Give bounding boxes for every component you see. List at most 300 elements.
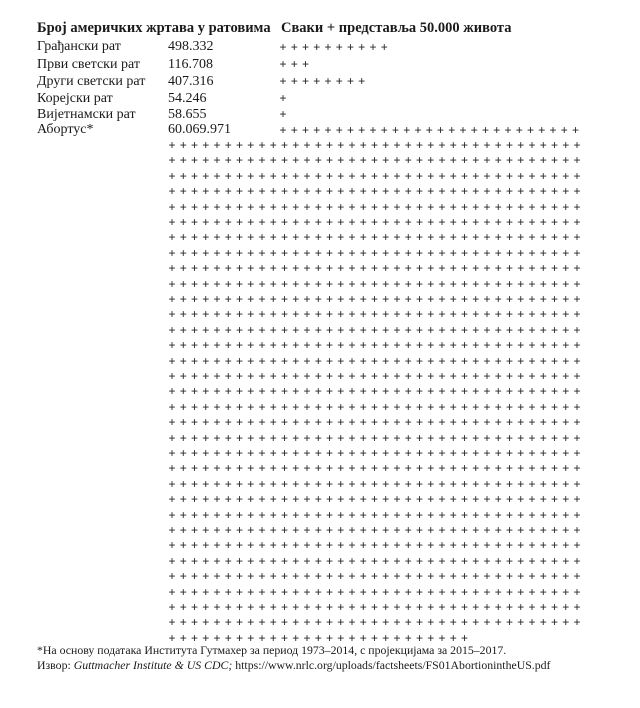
plus-mark-abortion: + xyxy=(325,630,333,645)
plus-mark-abortion: + xyxy=(483,261,491,276)
plus-mark-abortion: + xyxy=(280,476,288,491)
plus-mark-abortion: + xyxy=(550,338,558,353)
plus-mark-abortion: + xyxy=(438,353,446,368)
plus-mark-abortion: + xyxy=(505,353,513,368)
plus-mark-abortion: + xyxy=(213,215,221,229)
plus-mark-abortion: + xyxy=(415,353,423,368)
plus-mark-abortion: + xyxy=(539,476,547,491)
source-italic: Guttmacher Institute & US CDC; xyxy=(73,658,233,672)
plus-mark-abortion: + xyxy=(303,261,311,276)
plus-mark-abortion: + xyxy=(472,138,480,152)
plus-mark-abortion: + xyxy=(168,338,176,353)
plus-mark-abortion: + xyxy=(528,353,536,368)
plus-mark-abortion: + xyxy=(449,184,457,199)
plus-mark-abortion: + xyxy=(348,353,356,368)
plus-mark-row-0: + xyxy=(301,40,309,54)
plus-mark-abortion: + xyxy=(202,446,210,460)
plus-mark-abortion: + xyxy=(382,430,390,445)
plus-mark-abortion: + xyxy=(292,630,300,645)
plus-mark-row-2: + xyxy=(358,74,366,88)
plus-mark-abortion: + xyxy=(573,492,581,507)
plus-mark-abortion: + xyxy=(313,123,321,137)
plus-mark-abortion: + xyxy=(337,476,345,491)
plus-mark-abortion: + xyxy=(224,215,232,229)
plus-mark-abortion: + xyxy=(460,507,468,522)
plus-mark-abortion: + xyxy=(427,245,435,260)
plus-mark-abortion: + xyxy=(337,399,345,414)
plus-mark-abortion: + xyxy=(382,199,390,214)
plus-mark-abortion: + xyxy=(505,523,513,537)
plus-mark-abortion: + xyxy=(370,507,378,522)
plus-mark-abortion: + xyxy=(280,461,288,476)
plus-mark-abortion: + xyxy=(235,307,243,322)
plus-mark-abortion: + xyxy=(573,600,581,614)
plus-mark-abortion: + xyxy=(505,615,513,630)
plus-mark-abortion: + xyxy=(404,553,412,568)
plus-mark-abortion: + xyxy=(190,569,198,584)
plus-mark-abortion: + xyxy=(562,538,570,553)
plus-mark-abortion: + xyxy=(235,168,243,183)
plus-mark-abortion: + xyxy=(382,476,390,491)
plus-mark-abortion: + xyxy=(415,446,423,460)
plus-mark-abortion: + xyxy=(505,230,513,245)
plus-mark-abortion: + xyxy=(505,384,513,399)
plus-mark-abortion: + xyxy=(224,523,232,537)
plus-mark-abortion: + xyxy=(280,230,288,245)
plus-mark-abortion: + xyxy=(382,322,390,337)
plus-mark-abortion: + xyxy=(359,245,367,260)
plus-mark-abortion: + xyxy=(258,292,266,306)
plus-mark-abortion: + xyxy=(460,292,468,306)
plus-mark-abortion: + xyxy=(325,430,333,445)
plus-mark-abortion: + xyxy=(472,507,480,522)
plus-mark-abortion: + xyxy=(517,168,525,183)
plus-mark-abortion: + xyxy=(337,184,345,199)
plus-mark-abortion: + xyxy=(314,276,322,291)
plus-mark-abortion: + xyxy=(449,630,457,645)
plus-mark-abortion: + xyxy=(483,538,491,553)
plus-mark-abortion: + xyxy=(370,168,378,183)
plus-mark-abortion: + xyxy=(292,600,300,614)
plus-mark-abortion: + xyxy=(224,430,232,445)
source-prefix: Извор: xyxy=(37,658,74,672)
row-label-korean-war: Корејски рат xyxy=(37,91,113,106)
plus-mark-abortion: + xyxy=(269,384,277,399)
plus-mark-abortion: + xyxy=(415,184,423,199)
plus-mark-abortion: + xyxy=(190,523,198,537)
plus-mark-abortion: + xyxy=(505,415,513,430)
plus-mark-abortion: + xyxy=(213,245,221,260)
plus-mark-abortion: + xyxy=(483,461,491,476)
plus-mark-abortion: + xyxy=(337,538,345,553)
plus-mark-abortion: + xyxy=(505,600,513,614)
plus-mark-abortion: + xyxy=(483,338,491,353)
plus-mark-abortion: + xyxy=(224,307,232,322)
plus-mark-abortion: + xyxy=(292,322,300,337)
plus-mark-abortion: + xyxy=(404,338,412,353)
plus-mark-abortion: + xyxy=(505,338,513,353)
plus-mark-abortion: + xyxy=(290,123,298,137)
plus-mark-abortion: + xyxy=(382,399,390,414)
plus-mark-abortion: + xyxy=(337,553,345,568)
plus-mark-abortion: + xyxy=(190,292,198,306)
plus-mark-abortion: + xyxy=(202,369,210,383)
plus-mark-abortion: + xyxy=(292,399,300,414)
plus-mark-abortion: + xyxy=(179,215,187,229)
plus-mark-abortion: + xyxy=(460,399,468,414)
plus-mark-abortion: + xyxy=(269,168,277,183)
plus-mark-abortion: + xyxy=(404,430,412,445)
plus-mark-abortion: + xyxy=(438,153,446,168)
plus-mark-abortion: + xyxy=(562,307,570,322)
plus-mark-abortion: + xyxy=(562,184,570,199)
plus-mark-abortion: + xyxy=(370,615,378,630)
plus-mark-abortion: + xyxy=(403,123,411,137)
row-value-korean-war: 54.246 xyxy=(168,91,207,106)
plus-mark-abortion: + xyxy=(550,507,558,522)
plus-mark-abortion: + xyxy=(280,261,288,276)
plus-mark-row-2: + xyxy=(279,74,287,88)
plus-mark-abortion: + xyxy=(494,369,502,383)
plus-mark-abortion: + xyxy=(202,292,210,306)
plus-mark-abortion: + xyxy=(370,292,378,306)
plus-mark-abortion: + xyxy=(449,292,457,306)
plus-mark-abortion: + xyxy=(472,538,480,553)
plus-mark-abortion: + xyxy=(292,245,300,260)
plus-mark-abortion: + xyxy=(359,399,367,414)
plus-mark-abortion: + xyxy=(528,215,536,229)
plus-mark-abortion: + xyxy=(404,245,412,260)
plus-mark-abortion: + xyxy=(337,615,345,630)
plus-mark-abortion: + xyxy=(303,369,311,383)
plus-mark-abortion: + xyxy=(213,507,221,522)
plus-mark-abortion: + xyxy=(472,415,480,430)
plus-mark-abortion: + xyxy=(459,123,467,137)
plus-mark-abortion: + xyxy=(573,461,581,476)
plus-mark-abortion: + xyxy=(168,215,176,229)
plus-mark-abortion: + xyxy=(472,215,480,229)
plus-mark-abortion: + xyxy=(359,415,367,430)
plus-mark-abortion: + xyxy=(370,600,378,614)
plus-mark-abortion: + xyxy=(314,492,322,507)
plus-mark-abortion: + xyxy=(505,168,513,183)
plus-mark-abortion: + xyxy=(348,230,356,245)
plus-mark-abortion: + xyxy=(562,569,570,584)
plus-mark-abortion: + xyxy=(438,630,446,645)
plus-mark-abortion: + xyxy=(438,168,446,183)
plus-mark-abortion: + xyxy=(314,461,322,476)
plus-mark-abortion: + xyxy=(483,476,491,491)
plus-mark-abortion: + xyxy=(168,168,176,183)
plus-mark-abortion: + xyxy=(370,569,378,584)
plus-mark-abortion: + xyxy=(314,184,322,199)
plus-mark-abortion: + xyxy=(168,153,176,168)
plus-mark-abortion: + xyxy=(494,353,502,368)
plus-mark-abortion: + xyxy=(438,245,446,260)
plus-mark-abortion: + xyxy=(292,384,300,399)
plus-mark-abortion: + xyxy=(470,123,478,137)
plus-mark-abortion: + xyxy=(472,353,480,368)
plus-mark-abortion: + xyxy=(213,538,221,553)
plus-mark-abortion: + xyxy=(224,399,232,414)
plus-mark-abortion: + xyxy=(562,384,570,399)
plus-mark-abortion: + xyxy=(528,430,536,445)
plus-mark-abortion: + xyxy=(573,307,581,322)
plus-mark-abortion: + xyxy=(370,153,378,168)
plus-mark-abortion: + xyxy=(325,353,333,368)
unit-legend: Сваки + представља 50.000 живота xyxy=(281,20,512,36)
plus-mark-abortion: + xyxy=(483,230,491,245)
plus-mark-abortion: + xyxy=(449,569,457,584)
plus-mark-abortion: + xyxy=(280,276,288,291)
plus-mark-abortion: + xyxy=(494,199,502,214)
plus-mark-abortion: + xyxy=(303,630,311,645)
plus-mark-abortion: + xyxy=(562,353,570,368)
plus-mark-abortion: + xyxy=(292,353,300,368)
plus-mark-abortion: + xyxy=(494,446,502,460)
plus-mark-abortion: + xyxy=(472,615,480,630)
plus-mark-abortion: + xyxy=(314,353,322,368)
plus-mark-abortion: + xyxy=(292,230,300,245)
plus-mark-abortion: + xyxy=(247,446,255,460)
plus-mark-abortion: + xyxy=(539,322,547,337)
plus-mark-abortion: + xyxy=(505,322,513,337)
plus-mark-abortion: + xyxy=(505,153,513,168)
plus-mark-abortion: + xyxy=(517,215,525,229)
plus-mark-abortion: + xyxy=(258,153,266,168)
plus-mark-abortion: + xyxy=(539,199,547,214)
plus-mark-abortion: + xyxy=(460,230,468,245)
plus-mark-abortion: + xyxy=(202,430,210,445)
plus-mark-abortion: + xyxy=(235,230,243,245)
plus-mark-abortion: + xyxy=(292,338,300,353)
plus-mark-abortion: + xyxy=(314,476,322,491)
plus-mark-abortion: + xyxy=(382,600,390,614)
plus-mark-abortion: + xyxy=(573,168,581,183)
plus-mark-abortion: + xyxy=(528,584,536,599)
plus-mark-abortion: + xyxy=(269,523,277,537)
plus-mark-abortion: + xyxy=(460,338,468,353)
plus-mark-abortion: + xyxy=(168,600,176,614)
plus-mark-abortion: + xyxy=(303,184,311,199)
plus-mark-abortion: + xyxy=(414,123,422,137)
plus-mark-abortion: + xyxy=(168,399,176,414)
plus-mark-abortion: + xyxy=(370,230,378,245)
plus-mark-abortion: + xyxy=(359,199,367,214)
plus-mark-abortion: + xyxy=(438,476,446,491)
plus-mark-abortion: + xyxy=(449,138,457,152)
plus-mark-abortion: + xyxy=(269,138,277,152)
plus-mark-abortion: + xyxy=(528,261,536,276)
plus-mark-abortion: + xyxy=(472,461,480,476)
plus-mark-abortion: + xyxy=(550,399,558,414)
plus-mark-abortion: + xyxy=(190,615,198,630)
plus-mark-abortion: + xyxy=(427,230,435,245)
plus-mark-abortion: + xyxy=(528,600,536,614)
plus-mark-abortion: + xyxy=(528,369,536,383)
plus-mark-abortion: + xyxy=(348,292,356,306)
plus-mark-abortion: + xyxy=(224,600,232,614)
plus-mark-abortion: + xyxy=(404,292,412,306)
plus-mark-abortion: + xyxy=(427,292,435,306)
plus-mark-abortion: + xyxy=(235,369,243,383)
plus-mark-abortion: + xyxy=(539,415,547,430)
plus-mark-abortion: + xyxy=(539,507,547,522)
plus-mark-abortion: + xyxy=(472,322,480,337)
plus-mark-abortion: + xyxy=(449,446,457,460)
plus-mark-abortion: + xyxy=(224,153,232,168)
plus-mark-abortion: + xyxy=(517,199,525,214)
plus-mark-abortion: + xyxy=(494,553,502,568)
plus-mark-abortion: + xyxy=(573,199,581,214)
plus-mark-abortion: + xyxy=(280,245,288,260)
plus-mark-abortion: + xyxy=(472,292,480,306)
plus-mark-abortion: + xyxy=(179,276,187,291)
plus-mark-abortion: + xyxy=(483,615,491,630)
plus-mark-abortion: + xyxy=(168,369,176,383)
plus-mark-row-3: + xyxy=(279,91,287,105)
plus-mark-abortion: + xyxy=(472,184,480,199)
plus-mark-abortion: + xyxy=(460,492,468,507)
plus-mark-abortion: + xyxy=(247,292,255,306)
plus-mark-abortion: + xyxy=(179,430,187,445)
plus-mark-abortion: + xyxy=(258,138,266,152)
plus-mark-abortion: + xyxy=(404,600,412,614)
plus-mark-abortion: + xyxy=(415,399,423,414)
plus-mark-abortion: + xyxy=(224,507,232,522)
plus-mark-abortion: + xyxy=(314,569,322,584)
plus-mark-abortion: + xyxy=(550,569,558,584)
plus-mark-abortion: + xyxy=(303,168,311,183)
plus-mark-abortion: + xyxy=(528,138,536,152)
plus-mark-abortion: + xyxy=(494,230,502,245)
plus-mark-abortion: + xyxy=(224,538,232,553)
plus-mark-abortion: + xyxy=(202,184,210,199)
plus-mark-abortion: + xyxy=(269,399,277,414)
plus-mark-abortion: + xyxy=(562,338,570,353)
plus-mark-abortion: + xyxy=(573,292,581,306)
plus-mark-abortion: + xyxy=(213,353,221,368)
plus-mark-abortion: + xyxy=(550,245,558,260)
plus-mark-abortion: + xyxy=(382,461,390,476)
plus-mark-abortion: + xyxy=(515,123,523,137)
plus-mark-abortion: + xyxy=(393,569,401,584)
plus-mark-abortion: + xyxy=(404,446,412,460)
plus-mark-abortion: + xyxy=(325,215,333,229)
plus-mark-abortion: + xyxy=(258,553,266,568)
plus-mark-abortion: + xyxy=(314,600,322,614)
plus-mark-abortion: + xyxy=(382,584,390,599)
plus-mark-abortion: + xyxy=(303,507,311,522)
plus-mark-abortion: + xyxy=(460,461,468,476)
plus-mark-abortion: + xyxy=(404,461,412,476)
plus-mark-abortion: + xyxy=(269,600,277,614)
plus-mark-abortion: + xyxy=(382,230,390,245)
plus-mark-abortion: + xyxy=(190,415,198,430)
plus-mark-abortion: + xyxy=(472,569,480,584)
plus-mark-abortion: + xyxy=(539,569,547,584)
plus-mark-abortion: + xyxy=(472,245,480,260)
plus-mark-abortion: + xyxy=(427,615,435,630)
plus-mark-abortion: + xyxy=(415,292,423,306)
plus-mark-abortion: + xyxy=(280,553,288,568)
plus-mark-abortion: + xyxy=(494,261,502,276)
plus-mark-abortion: + xyxy=(279,123,287,137)
plus-mark-abortion: + xyxy=(202,399,210,414)
plus-mark-abortion: + xyxy=(292,446,300,460)
plus-mark-abortion: + xyxy=(438,369,446,383)
plus-mark-abortion: + xyxy=(472,584,480,599)
plus-mark-abortion: + xyxy=(292,138,300,152)
plus-mark-abortion: + xyxy=(370,415,378,430)
plus-mark-abortion: + xyxy=(179,476,187,491)
plus-mark-abortion: + xyxy=(292,615,300,630)
plus-mark-abortion: + xyxy=(539,138,547,152)
plus-mark-abortion: + xyxy=(483,245,491,260)
plus-mark-abortion: + xyxy=(224,245,232,260)
plus-mark-abortion: + xyxy=(483,399,491,414)
plus-mark-abortion: + xyxy=(224,492,232,507)
plus-mark-abortion: + xyxy=(179,538,187,553)
plus-mark-abortion: + xyxy=(415,584,423,599)
plus-mark-abortion: + xyxy=(337,215,345,229)
plus-mark-abortion: + xyxy=(247,215,255,229)
plus-mark-abortion: + xyxy=(292,261,300,276)
plus-mark-abortion: + xyxy=(280,430,288,445)
plus-mark-abortion: + xyxy=(550,261,558,276)
plus-mark-abortion: + xyxy=(517,153,525,168)
plus-mark-abortion: + xyxy=(483,507,491,522)
plus-mark-abortion: + xyxy=(179,168,187,183)
plus-mark-abortion: + xyxy=(179,446,187,460)
plus-mark-abortion: + xyxy=(550,415,558,430)
plus-mark-abortion: + xyxy=(179,584,187,599)
plus-mark-abortion: + xyxy=(337,384,345,399)
plus-mark-abortion: + xyxy=(404,538,412,553)
plus-mark-abortion: + xyxy=(202,523,210,537)
plus-mark-abortion: + xyxy=(359,461,367,476)
plus-mark-abortion: + xyxy=(517,353,525,368)
plus-mark-abortion: + xyxy=(325,369,333,383)
plus-mark-abortion: + xyxy=(280,215,288,229)
plus-mark-abortion: + xyxy=(258,369,266,383)
plus-mark-abortion: + xyxy=(247,507,255,522)
plus-mark-abortion: + xyxy=(449,600,457,614)
plus-mark-abortion: + xyxy=(528,384,536,399)
plus-mark-abortion: + xyxy=(550,538,558,553)
plus-mark-abortion: + xyxy=(224,569,232,584)
plus-mark-abortion: + xyxy=(415,461,423,476)
plus-mark-abortion: + xyxy=(280,338,288,353)
plus-mark-abortion: + xyxy=(314,523,322,537)
plus-mark-abortion: + xyxy=(562,369,570,383)
plus-mark-abortion: + xyxy=(337,569,345,584)
plus-mark-abortion: + xyxy=(517,492,525,507)
plus-mark-abortion: + xyxy=(404,199,412,214)
plus-mark-abortion: + xyxy=(528,538,536,553)
plus-mark-abortion: + xyxy=(550,384,558,399)
plus-mark-abortion: + xyxy=(427,399,435,414)
plus-mark-abortion: + xyxy=(269,276,277,291)
plus-mark-abortion: + xyxy=(472,307,480,322)
plus-mark-abortion: + xyxy=(348,600,356,614)
plus-mark-abortion: + xyxy=(359,600,367,614)
plus-mark-abortion: + xyxy=(404,230,412,245)
plus-mark-abortion: + xyxy=(517,523,525,537)
plus-mark-abortion: + xyxy=(370,384,378,399)
plus-mark-abortion: + xyxy=(359,138,367,152)
plus-mark-abortion: + xyxy=(427,199,435,214)
